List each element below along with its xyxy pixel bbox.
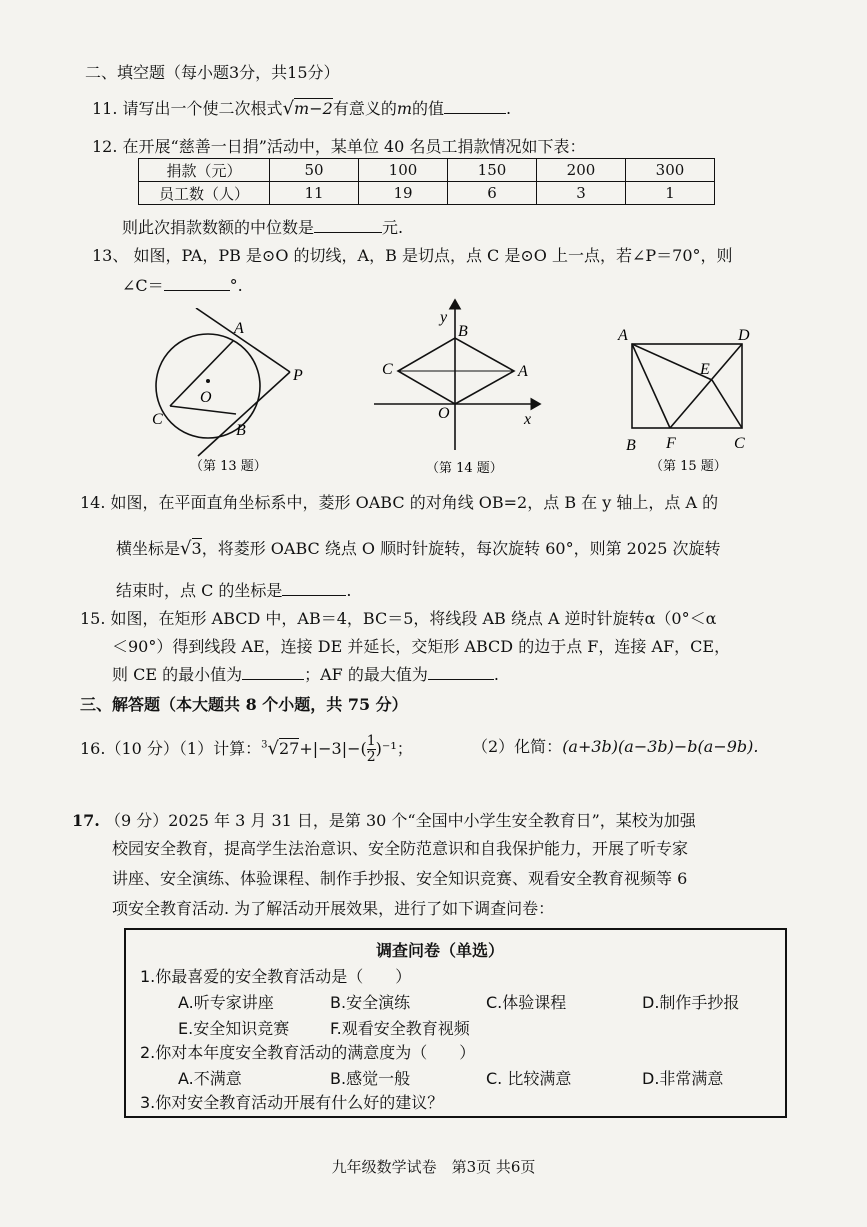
label-a: A (234, 320, 244, 337)
table-row (139, 159, 715, 182)
q15-line1: 如图，在矩形 ABCD 中，AB＝4，BC＝5，将线段 AB 绕点 A 逆时针旋转α（0°＜α (110, 609, 717, 628)
table-cell: 3 (537, 182, 626, 205)
table-cell: 100 (359, 159, 448, 182)
survey-q2-option-d[interactable]: D.非常满意 (642, 1069, 724, 1088)
q14-number: 14. (80, 493, 106, 512)
survey-q1-option-b[interactable]: B.安全演练 (330, 993, 411, 1012)
survey-title: 调查问卷（单选） (376, 941, 505, 960)
survey-q3: 3.你对安全教育活动开展有什么好的建议？ (140, 1093, 444, 1112)
label-y: y (440, 309, 448, 326)
q16-exp: )⁻¹； (375, 739, 413, 758)
chord-cb (170, 406, 236, 414)
q12-answer-line (122, 215, 403, 238)
q11-var: m (396, 99, 412, 118)
q15-line2: ＜90°）得到线段 AE，连接 DE 并延长，交矩形 ABCD 的边于点 F，连接 AF，CE， (112, 637, 731, 656)
q15-line3-b: ；AF 的最大值为 (304, 665, 428, 684)
question-11 (92, 96, 511, 119)
q12-unit: 元. (382, 218, 404, 237)
survey-q1-option-d[interactable]: D.制作手抄报 (642, 993, 740, 1012)
table-cell: 200 (537, 159, 626, 182)
label-o: O (200, 389, 212, 406)
q16-number: 16. (80, 739, 106, 758)
survey-q1-option-f[interactable]: F.观看安全教育视频 (330, 1019, 470, 1038)
question-16 (80, 734, 413, 765)
q17-line4: 项安全教育活动. 为了解活动开展效果，进行了如下调查问卷： (112, 899, 555, 918)
q14-line2-post: ，将菱形 OABC 绕点 O 顺时针旋转，每次旋转 60°，则第 2025 次旋转 (201, 539, 721, 558)
q13-line1: 如图，PA，PB 是⊙O 的切线，A，B 是切点，点 C 是⊙O 上一点，若∠P＝70°，则 (133, 246, 733, 265)
q14-line3 (116, 578, 352, 601)
table-cell: 11 (270, 182, 359, 205)
label-c: C (152, 411, 163, 428)
table-cell: 300 (626, 159, 715, 182)
q16-mid: +|−3|−( (299, 739, 367, 758)
sqrt-sign-icon: √ (282, 98, 295, 119)
q11-text-post: 有意义的 (332, 99, 397, 118)
figure-14 (368, 296, 548, 478)
q16-radicand: 27 (278, 739, 300, 758)
label-c: C (734, 435, 745, 452)
q12-text: 在开展“慈善一日捐”活动中，某单位 40 名员工捐款情况如下表： (122, 137, 586, 156)
q16-fraction (367, 734, 376, 765)
q14-answer-blank[interactable] (282, 581, 346, 596)
caption-13: （第 13 题） (190, 459, 267, 474)
q14-line2 (116, 536, 720, 559)
table-cell: 50 (270, 159, 359, 182)
label-d: D (738, 327, 750, 344)
q15-line3-c: . (493, 665, 499, 684)
caption-14: （第 14 题） (426, 461, 503, 476)
q16-denominator: 2 (366, 749, 376, 765)
table-cell: 捐款（元） (139, 159, 270, 182)
q13-degree: °. (229, 276, 243, 295)
q14-line3-post: . (346, 581, 352, 600)
q16-root-index: 3 (261, 739, 268, 751)
q12-answer-blank[interactable] (314, 218, 382, 233)
q11-number: 11. (92, 99, 118, 118)
q15-answer-blank-1[interactable] (242, 665, 304, 680)
section-title-solve: 三、解答题（本大题共 8 个小题，共 75 分） (80, 695, 408, 714)
survey-q1: 1.你最喜爱的安全教育活动是（ ） (140, 967, 412, 986)
table-cell: 1 (626, 182, 715, 205)
segment-af (632, 344, 670, 428)
section-title-fill-in: 二、填空题（每小题3分，共15分） (85, 63, 340, 82)
survey-q2-option-a[interactable]: A.不满意 (178, 1069, 242, 1088)
label-f: F (666, 435, 676, 452)
q15-answer-blank-2[interactable] (428, 665, 494, 680)
label-a: A (518, 363, 528, 380)
rectangle-abcd (632, 344, 742, 428)
label-o: O (438, 405, 450, 422)
question-14 (80, 490, 718, 513)
q12-number: 12. (92, 137, 118, 156)
figure-15 (612, 318, 772, 480)
q16-part2-label: （2）化简： (472, 737, 563, 756)
survey-q2: 2.你对本年度安全教育活动的满意度为（ ） (140, 1043, 476, 1062)
center-dot (206, 379, 210, 383)
label-b: B (236, 422, 246, 439)
donation-table (138, 158, 715, 205)
survey-q1-option-a[interactable]: A.听专家讲座 (178, 993, 274, 1012)
cbrt-sign-icon: √ (267, 738, 279, 759)
sqrt-sign-icon: √ (180, 538, 192, 559)
page-footer: 九年级数学试卷 第3页 共6页 (331, 1158, 536, 1176)
tangent-pa (196, 308, 290, 372)
q17-line2: 校园安全教育，提高学生法治意识、安全防范意识和自我保护能力，开展了听专家 (112, 839, 689, 858)
question-15 (80, 606, 716, 629)
survey-box (124, 928, 787, 1118)
q17-line3: 讲座、安全演练、体验课程、制作手抄报、安全知识竞赛、观看安全教育视频等 6 (112, 869, 688, 888)
q14-radicand: 3 (191, 539, 202, 558)
label-b: B (626, 437, 636, 454)
q11-end: . (506, 99, 512, 118)
table-cell: 6 (448, 182, 537, 205)
table-cell: 员工数（人） (139, 182, 270, 205)
q16-numerator: 1 (366, 733, 376, 749)
question-12 (92, 134, 585, 157)
label-e: E (700, 361, 710, 378)
q11-answer-blank[interactable] (444, 99, 506, 114)
q14-line2-pre: 横坐标是 (116, 539, 181, 558)
figure-13 (140, 308, 320, 478)
survey-q1-option-e[interactable]: E.安全知识竞赛 (178, 1019, 290, 1038)
q14-line3-pre: 结束时，点 C 的坐标是 (116, 581, 283, 600)
table-cell: 150 (448, 159, 537, 182)
q13-angle-label: ∠C＝ (122, 276, 164, 295)
q11-radicand: m−2 (294, 99, 333, 118)
q13-answer-blank[interactable] (164, 276, 230, 291)
segment-df (670, 344, 742, 428)
caption-15: （第 15 题） (650, 459, 727, 474)
table-row (139, 182, 715, 205)
tangent-pb (198, 372, 290, 456)
label-a: A (618, 327, 628, 344)
label-b: B (458, 323, 468, 340)
q16-score: （10 分）（1）计算： (105, 739, 262, 758)
survey-q2-option-b[interactable]: B.感觉一般 (330, 1069, 411, 1088)
survey-q2-option-c[interactable]: C. 比较满意 (486, 1069, 572, 1088)
q16-part2 (472, 734, 758, 757)
question-17 (72, 808, 696, 831)
q17-line1: （9 分）2025 年 3 月 31 日，是第 30 个“全国中小学生安全教育日”，某校为加强 (104, 811, 696, 830)
survey-q1-option-c[interactable]: C.体验课程 (486, 993, 567, 1012)
q12-after: 则此次捐款数额的中位数是 (122, 218, 315, 237)
question-13 (92, 243, 733, 266)
q15-line3 (112, 662, 499, 685)
label-p: P (293, 367, 303, 384)
label-x: x (524, 411, 532, 428)
q14-line1: 如图，在平面直角坐标系中，菱形 OABC 的对角线 OB=2，点 B 在 y 轴上，点 A 的 (110, 493, 719, 512)
label-c: C (382, 361, 393, 378)
q11-tail: 的值 (412, 99, 445, 118)
q15-line3-a: 则 CE 的最小值为 (112, 665, 243, 684)
q13-line2 (122, 273, 243, 296)
q17-number: 17. (72, 811, 100, 830)
q16-expression: (a+3b)(a−3b)−b(a−9b). (562, 737, 759, 756)
q13-number: 13、 (92, 246, 129, 265)
q15-number: 15. (80, 609, 106, 628)
q11-text-pre: 请写出一个使二次根式 (122, 99, 283, 118)
table-cell: 19 (359, 182, 448, 205)
segment-ce (712, 380, 742, 428)
